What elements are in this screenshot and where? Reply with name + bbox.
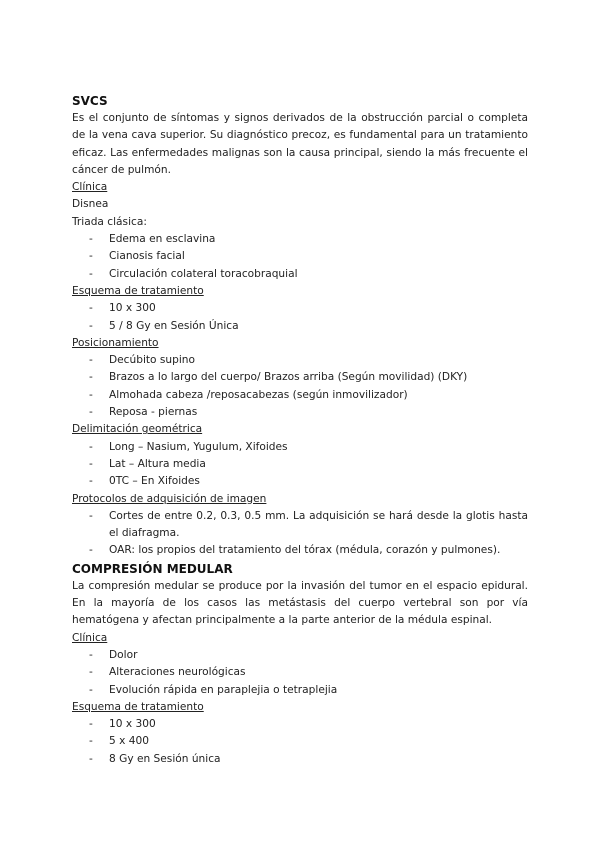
list-item-text: Reposa - piernas <box>109 406 198 419</box>
list-item-text: Decúbito supino <box>109 354 195 367</box>
list-item <box>72 664 528 681</box>
dash-bullet: - <box>89 302 93 315</box>
list-item-text: Cortes de entre 0.2, 0.3, 0.5 mm. La adquisición se hará desde la glotis hasta el diafragma. <box>109 509 528 540</box>
list-item-text: 10 x 300 <box>109 718 156 731</box>
svcs-protocolos-heading: Protocolos de adquisición de imagen <box>72 492 267 505</box>
svcs-clinica-line-triada: Triada clásica: <box>72 215 147 228</box>
list-item <box>72 300 528 317</box>
list-item <box>72 473 528 490</box>
section-title-compresion-medular: COMPRESIÓN MEDULAR <box>72 561 233 576</box>
list-item <box>72 456 528 473</box>
compresion-esquema-list <box>72 716 528 768</box>
dash-bullet: - <box>89 475 93 488</box>
list-item-text: Circulación colateral toracobraquial <box>109 267 298 280</box>
dash-bullet: - <box>89 440 93 453</box>
dash-bullet: - <box>89 457 93 470</box>
dash-bullet: - <box>89 233 93 246</box>
list-item <box>72 248 528 265</box>
list-item-text: Alteraciones neurológicas <box>109 666 246 679</box>
svcs-esquema-heading: Esquema de tratamiento <box>72 284 204 297</box>
list-item <box>72 716 528 733</box>
list-item-text: Edema en esclavina <box>109 233 216 246</box>
svcs-clinica-heading: Clínica <box>72 181 108 194</box>
compresion-intro: La compresión medular se produce por la invasión del tumor en el espacio epidural. En la mayoría de los casos las metástasis del cuerpo vertebral son por vía hematógena y afectan principalmente a la parte anterior de la médula espinal. <box>72 579 528 627</box>
list-item <box>72 733 528 750</box>
list-item <box>72 751 528 768</box>
list-item <box>72 647 528 664</box>
dash-bullet: - <box>89 718 93 731</box>
svcs-intro: Es el conjunto de síntomas y signos derivados de la obstrucción parcial o completa de la vena cava superior. Su diagnóstico precoz, es fundamental para un tratamiento eficaz. Las enfermedades malignas son la causa principal, siendo la más frecuente el cáncer de pulmón. <box>72 112 528 176</box>
list-item <box>72 508 528 543</box>
dash-bullet: - <box>89 319 93 332</box>
compresion-clinica-list <box>72 647 528 699</box>
list-item <box>72 266 528 283</box>
dash-bullet: - <box>89 666 93 679</box>
list-item <box>72 318 528 335</box>
dash-bullet: - <box>89 371 93 384</box>
dash-bullet: - <box>89 406 93 419</box>
document-page <box>72 92 528 768</box>
list-item-text: 8 Gy en Sesión única <box>109 752 221 765</box>
list-item-text: Lat – Altura media <box>109 457 206 470</box>
svcs-posicionamiento-heading: Posicionamiento <box>72 336 159 349</box>
dash-bullet: - <box>89 544 93 557</box>
list-item-text: 5 x 400 <box>109 735 149 748</box>
list-item-text: 5 / 8 Gy en Sesión Única <box>109 319 239 332</box>
svcs-delimitacion-heading: Delimitación geométrica <box>72 423 203 436</box>
dash-bullet: - <box>89 648 93 661</box>
compresion-clinica-heading: Clínica <box>72 631 108 644</box>
list-item <box>72 404 528 421</box>
dash-bullet: - <box>89 735 93 748</box>
svcs-posicionamiento-list <box>72 352 528 421</box>
dash-bullet: - <box>89 683 93 696</box>
compresion-esquema-heading: Esquema de tratamiento <box>72 700 204 713</box>
list-item-text: Evolución rápida en paraplejia o tetraplejia <box>109 683 338 696</box>
svcs-protocolos-list <box>72 508 528 560</box>
svcs-clinica-list <box>72 231 528 283</box>
list-item <box>72 231 528 248</box>
list-item <box>72 682 528 699</box>
section-title-svcs: SVCS <box>72 94 108 108</box>
svcs-clinica-line-disnea: Disnea <box>72 198 109 211</box>
dash-bullet: - <box>89 354 93 367</box>
list-item-text: Almohada cabeza /reposacabezas (según inmovilizador) <box>109 388 408 401</box>
list-item <box>72 352 528 369</box>
list-item-text: Long – Nasium, Yugulum, Xifoides <box>109 440 288 453</box>
list-item-text: OAR: los propios del tratamiento del tórax (médula, corazón y pulmones). <box>109 544 501 557</box>
list-item-text: Brazos a lo largo del cuerpo/ Brazos arriba (Según movilidad) (DKY) <box>109 371 468 384</box>
list-item-text: Cianosis facial <box>109 250 185 263</box>
svcs-esquema-list <box>72 300 528 335</box>
dash-bullet: - <box>89 509 93 522</box>
list-item-text: 0TC – En Xifoides <box>109 475 200 488</box>
svcs-delimitacion-list <box>72 439 528 491</box>
dash-bullet: - <box>89 752 93 765</box>
list-item-text: 10 x 300 <box>109 302 156 315</box>
dash-bullet: - <box>89 267 93 280</box>
list-item <box>72 542 528 559</box>
dash-bullet: - <box>89 250 93 263</box>
list-item <box>72 369 528 386</box>
list-item <box>72 387 528 404</box>
list-item-text: Dolor <box>109 648 138 661</box>
list-item <box>72 439 528 456</box>
dash-bullet: - <box>89 388 93 401</box>
